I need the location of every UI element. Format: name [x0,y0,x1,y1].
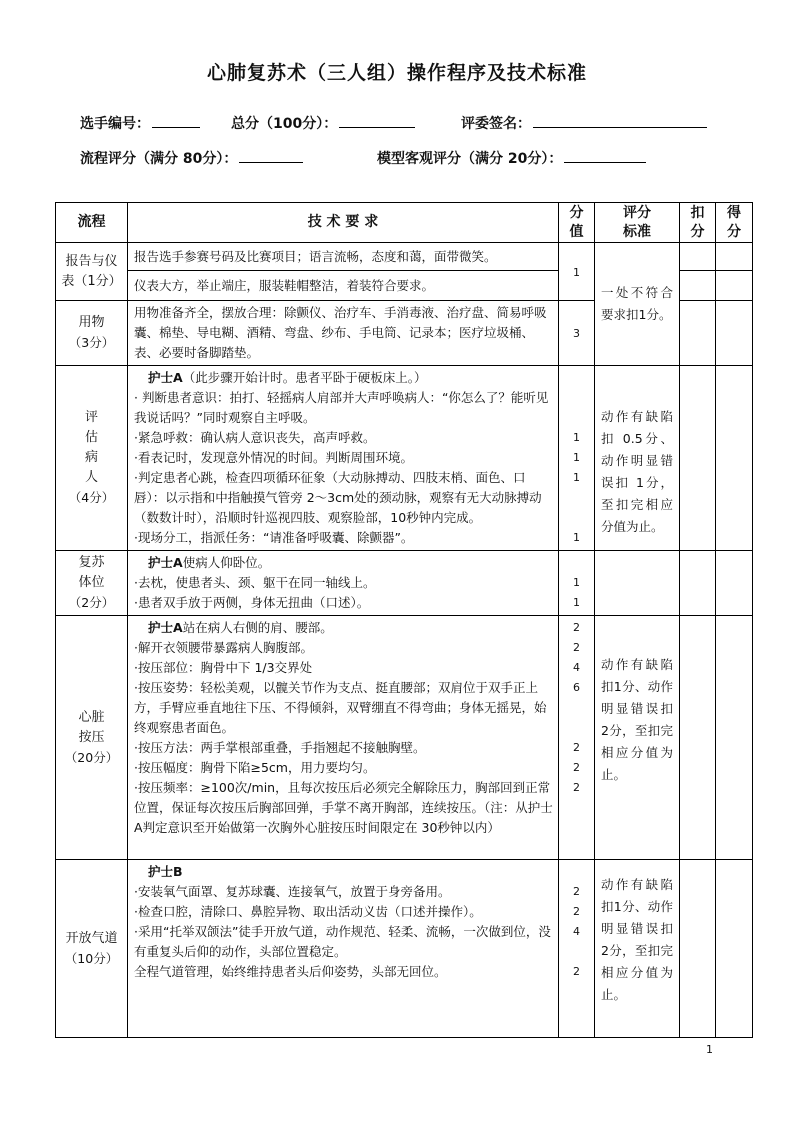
header-requirements: 技 术 要 求 [128,203,559,243]
model-score-blank[interactable] [564,147,646,163]
header-flow: 流程 [56,203,128,243]
deduct-cell[interactable] [680,616,716,860]
req-report: 报告选手参赛号码及比赛项目；语言流畅，态度和蔼，面带微笑。 [128,243,559,271]
table-row [56,243,753,271]
judge-signature-label: 评委签名： [461,116,531,132]
criteria-position [595,551,680,616]
deduct-cell[interactable] [680,301,716,366]
table-row [56,860,753,1038]
page-title: 心肺复苏术（三人组）操作程序及技术标准 [206,62,587,84]
criteria-compression: 动作有缺陷扣1分、动作明显错误扣 2分，至扣完相应分值为止。 [595,616,680,860]
table-header-row [56,203,753,243]
judge-signature-blank[interactable] [533,112,707,128]
criteria-assess: 动作有缺陷扣 0.5分、动作明显错误扣 1分，至扣完相应分值为止。 [595,366,680,551]
table-row [56,616,753,860]
player-number-label: 选手编号： [80,116,150,132]
player-number-blank[interactable] [152,112,200,128]
obtained-cell[interactable] [716,301,753,366]
score-table [55,202,753,1038]
header-obtained: 得 分 [716,203,753,243]
req-assess: 护士A（此步骤开始计时。患者平卧于硬板床上。） · 判断患者意识：拍打、轻摇病人肩部并大声呼唤病人：“你怎么了？能听见我说话吗？”同时观察自主呼吸。 ·紧急呼救：确认病人意识丧失，高声呼救。 ·看表记时，发现意外情况的时间。判断周围环境。 ·判定患者心跳，检查四项循环征象（大动脉搏动、四肢末梢、面色、口唇）：以示指和中指触摸气管旁 2～3cm处的颈动脉，观察有无大动脉搏动（数数计时），沿顺时针巡视四肢、观察脸部，10秒钟内完成。 ·现场分工，指派任务：“请准备呼吸囊、除颤器”。 [128,366,559,551]
req-appearance: 仪表大方，举止端庄，服装鞋帽整洁，着装符合要求。 [128,271,559,301]
score-supplies: 3 [559,301,595,366]
obtained-cell[interactable] [716,271,753,301]
table-row [56,366,753,551]
flow-position: 复苏 体位 （2分） [56,551,128,616]
score-compression: 2 2 4 6 2 2 2 [559,616,595,860]
req-position: 护士A使病人仰卧位。 ·去枕，使患者头、颈、躯干在同一轴线上。 ·患者双手放于两侧，身体无扭曲（口述）。 [128,551,559,616]
flow-airway: 开放气道 （10分） [56,860,128,1038]
deduct-cell[interactable] [680,551,716,616]
flow-supplies: 用物 （3分） [56,301,128,366]
total-score-blank[interactable] [339,112,415,128]
table-row [56,551,753,616]
deduct-cell[interactable] [680,366,716,551]
flow-score-blank[interactable] [239,147,303,163]
model-score-field [377,147,646,168]
score-position: 1 1 [559,551,595,616]
page-number: 1 [706,1043,713,1056]
header-score-value: 分 值 [559,203,595,243]
req-supplies: 用物准备齐全，摆放合理：除颤仪、治疗车、手消毒液、治疗盘、简易呼吸囊、棉垫、导电糊、酒精、弯盘、纱布、手电筒、记录本；医疗垃圾桶、表、必要时备脚踏垫。 [128,301,559,366]
req-compression: 护士A站在病人右侧的肩、腰部。 ·解开衣领腰带暴露病人胸腹部。 ·按压部位：胸骨中下 1/3交界处 ·按压姿势：轻松美观，以髋关节作为支点、挺直腰部；双肩位于双手正上方，手臂应垂直地往下压、不得倾斜，双臂绷直不得弯曲；身体无摇晃，始终观察患者面色。 ·按压方法：两手掌根部重叠，手指翘起不接触胸壁。 ·按压幅度：胸骨下陷≥5cm，用力要均匀。 ·按压频率：≥100次/min，且每次按压后必须完全解除压力，胸部回到正常位置，保证每次按压后胸部回弹，手掌不离开胸部，连续按压。（注：从护士 A判定意识至开始做第一次胸外心脏按压时间限定在 30秒钟以内） [128,616,559,860]
score-report: 1 [559,243,595,301]
flow-score-label: 流程评分（满分 80分）： [80,151,238,167]
model-score-label: 模型客观评分（满分 20分）： [377,151,563,167]
obtained-cell[interactable] [716,551,753,616]
header-criteria: 评分 标准 [595,203,680,243]
req-airway: 护士B ·安装氧气面罩、复苏球囊、连接氧气，放置于身旁备用。 ·检查口腔，清除口、鼻腔异物、取出活动义齿（口述并操作）。 ·采用“托举双颌法”徒手开放气道，动作规范、轻柔、流畅，一次做到位，没有重复头后仰的动作，头部位置稳定。 全程气道管理，始终维持患者头后仰姿势，头部无回位。 [128,860,559,1038]
deduct-cell[interactable] [680,860,716,1038]
total-score-label: 总分（100分）： [231,116,338,132]
obtained-cell[interactable] [716,366,753,551]
obtained-cell[interactable] [716,243,753,271]
player-number-field [80,112,200,133]
flow-assess: 评 估 病 人 （4分） [56,366,128,551]
criteria-report-supplies: 一处不符合要求扣1分。 [595,243,680,366]
score-assess: 1 1 1 1 [559,366,595,551]
header-deduct: 扣 分 [680,203,716,243]
total-score-field [231,112,415,133]
obtained-cell[interactable] [716,616,753,860]
obtained-cell[interactable] [716,860,753,1038]
flow-compression: 心脏 按压 （20分） [56,616,128,860]
judge-signature-field [461,112,707,133]
criteria-airway: 动作有缺陷扣1分、动作明显错误扣 2分，至扣完相应分值为止。 [595,860,680,1038]
deduct-cell[interactable] [680,243,716,271]
flow-report: 报告与仪 表（1分） [56,243,128,301]
deduct-cell[interactable] [680,271,716,301]
score-airway: 2 2 4 2 [559,860,595,1038]
flow-score-field [80,147,303,168]
